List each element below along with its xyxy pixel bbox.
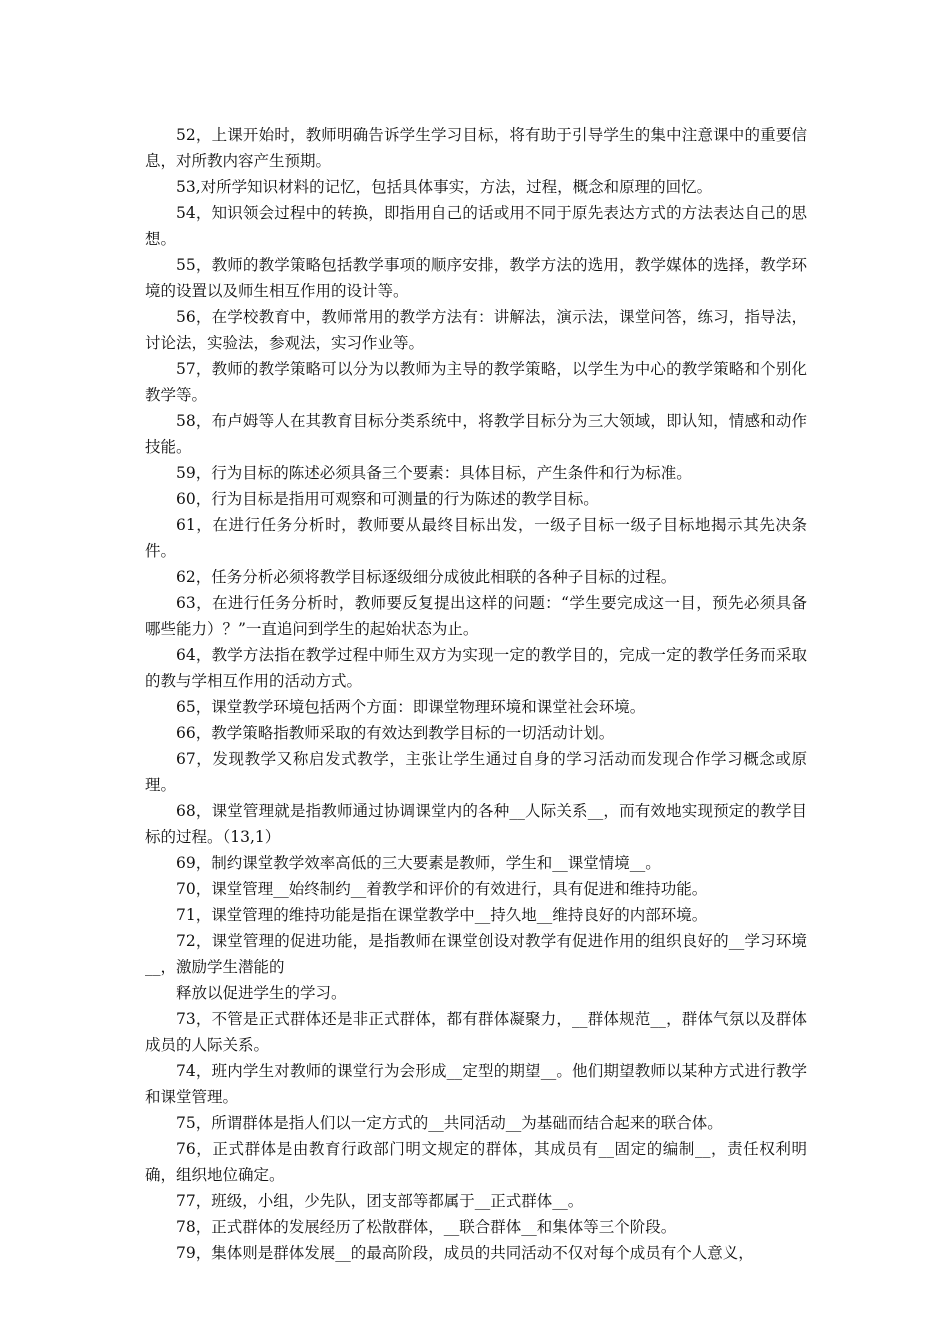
- paragraph-69: 69，制约课堂教学效率高低的三大要素是教师，学生和__课堂情境__。: [176, 854, 661, 872]
- paragraph-66: 66，教学策略指教师采取的有效达到教学目标的一切活动计划。: [176, 724, 615, 742]
- paragraph-72-continued: 释放以促进学生的学习。: [176, 984, 347, 1002]
- document-body: [145, 122, 807, 1266]
- paragraph-64: 64，教学方法指在教学过程中师生双方为实现一定的教学目的，完成一定的教学任务而采取的教与学相互作用的活动方式。: [145, 646, 807, 690]
- paragraph-68: 68，课堂管理就是指教师通过协调课堂内的各种__人际关系__，而有效地实现预定的教学目标的过程。（13,1）: [145, 802, 807, 846]
- paragraph-77: 77，班级，小组，少先队，团支部等都属于__正式群体__。: [176, 1192, 584, 1210]
- paragraph-59: 59，行为目标的陈述必须具备三个要素：具体目标，产生条件和行为标准。: [176, 464, 692, 482]
- paragraph-60: 60，行为目标是指用可观察和可测量的行为陈述的教学目标。: [176, 490, 599, 508]
- paragraph-75: 75，所谓群体是指人们以一定方式的__共同活动__为基础而结合起来的联合体。: [176, 1114, 723, 1132]
- paragraph-55: 55，教师的教学策略包括教学事项的顺序安排，教学方法的选用，教学媒体的选择，教学环境的设置以及师生相互作用的设计等。: [145, 256, 807, 300]
- paragraph-54: 54，知识领会过程中的转换，即指用自己的话或用不同于原先表达方式的方法表达自己的思想。: [145, 204, 807, 248]
- paragraph-73: 73，不管是正式群体还是非正式群体，都有群体凝聚力，__群体规范__，群体气氛以及群体成员的人际关系。: [145, 1010, 807, 1054]
- paragraph-61: 61，在进行任务分析时，教师要从最终目标出发，一级子目标一级子目标地揭示其先决条件。: [145, 516, 807, 560]
- paragraph-56: 56，在学校教育中，教师常用的教学方法有：讲解法，演示法，课堂问答，练习，指导法，讨论法，实验法，参观法，实习作业等。: [145, 308, 807, 352]
- paragraph-67: 67，发现教学又称启发式教学，主张让学生通过自身的学习活动而发现合作学习概念或原理。: [145, 750, 807, 794]
- paragraph-58: 58，布卢姆等人在其教育目标分类系统中，将教学目标分为三大领域，即认知，情感和动作技能。: [145, 412, 807, 456]
- paragraph-78: 78，正式群体的发展经历了松散群体，__联合群体__和集体等三个阶段。: [176, 1218, 677, 1236]
- paragraph-76: 76，正式群体是由教育行政部门明文规定的群体，其成员有__固定的编制__，责任权利明确，组织地位确定。: [145, 1140, 807, 1184]
- paragraph-63: 63，在进行任务分析时，教师要反复提出这样的问题：“学生要完成这一目，预先必须具备哪些能力）？”一直追问到学生的起始状态为止。: [145, 594, 807, 638]
- paragraph-74: 74，班内学生对教师的课堂行为会形成__定型的期望__。他们期望教师以某种方式进行教学和课堂管理。: [145, 1062, 807, 1106]
- paragraph-52: 52，上课开始时，教师明确告诉学生学习目标，将有助于引导学生的集中注意课中的重要信息，对所教内容产生预期。: [145, 126, 807, 170]
- paragraph-65: 65，课堂教学环境包括两个方面：即课堂物理环境和课堂社会环境。: [176, 698, 646, 716]
- paragraph-53: 53,对所学知识材料的记忆，包括具体事实，方法，过程，概念和原理的回忆。: [176, 178, 713, 196]
- paragraph-79: 79，集体则是群体发展__的最高阶段，成员的共同活动不仅对每个成员有个人意义，: [176, 1244, 754, 1262]
- paragraph-71: 71，课堂管理的维持功能是指在课堂教学中__持久地__维持良好的内部环境。: [176, 906, 708, 924]
- paragraph-72: 72，课堂管理的促进功能，是指教师在课堂创设对教学有促进作用的组织良好的__学习环境__，激励学生潜能的: [145, 932, 807, 976]
- paragraph-70: 70，课堂管理__始终制约__着教学和评价的有效进行，具有促进和维持功能。: [176, 880, 708, 898]
- paragraph-62: 62，任务分析必须将教学目标逐级细分成彼此相联的各种子目标的过程。: [176, 568, 677, 586]
- paragraph-57: 57，教师的教学策略可以分为以教师为主导的教学策略，以学生为中心的教学策略和个别化教学等。: [145, 360, 807, 404]
